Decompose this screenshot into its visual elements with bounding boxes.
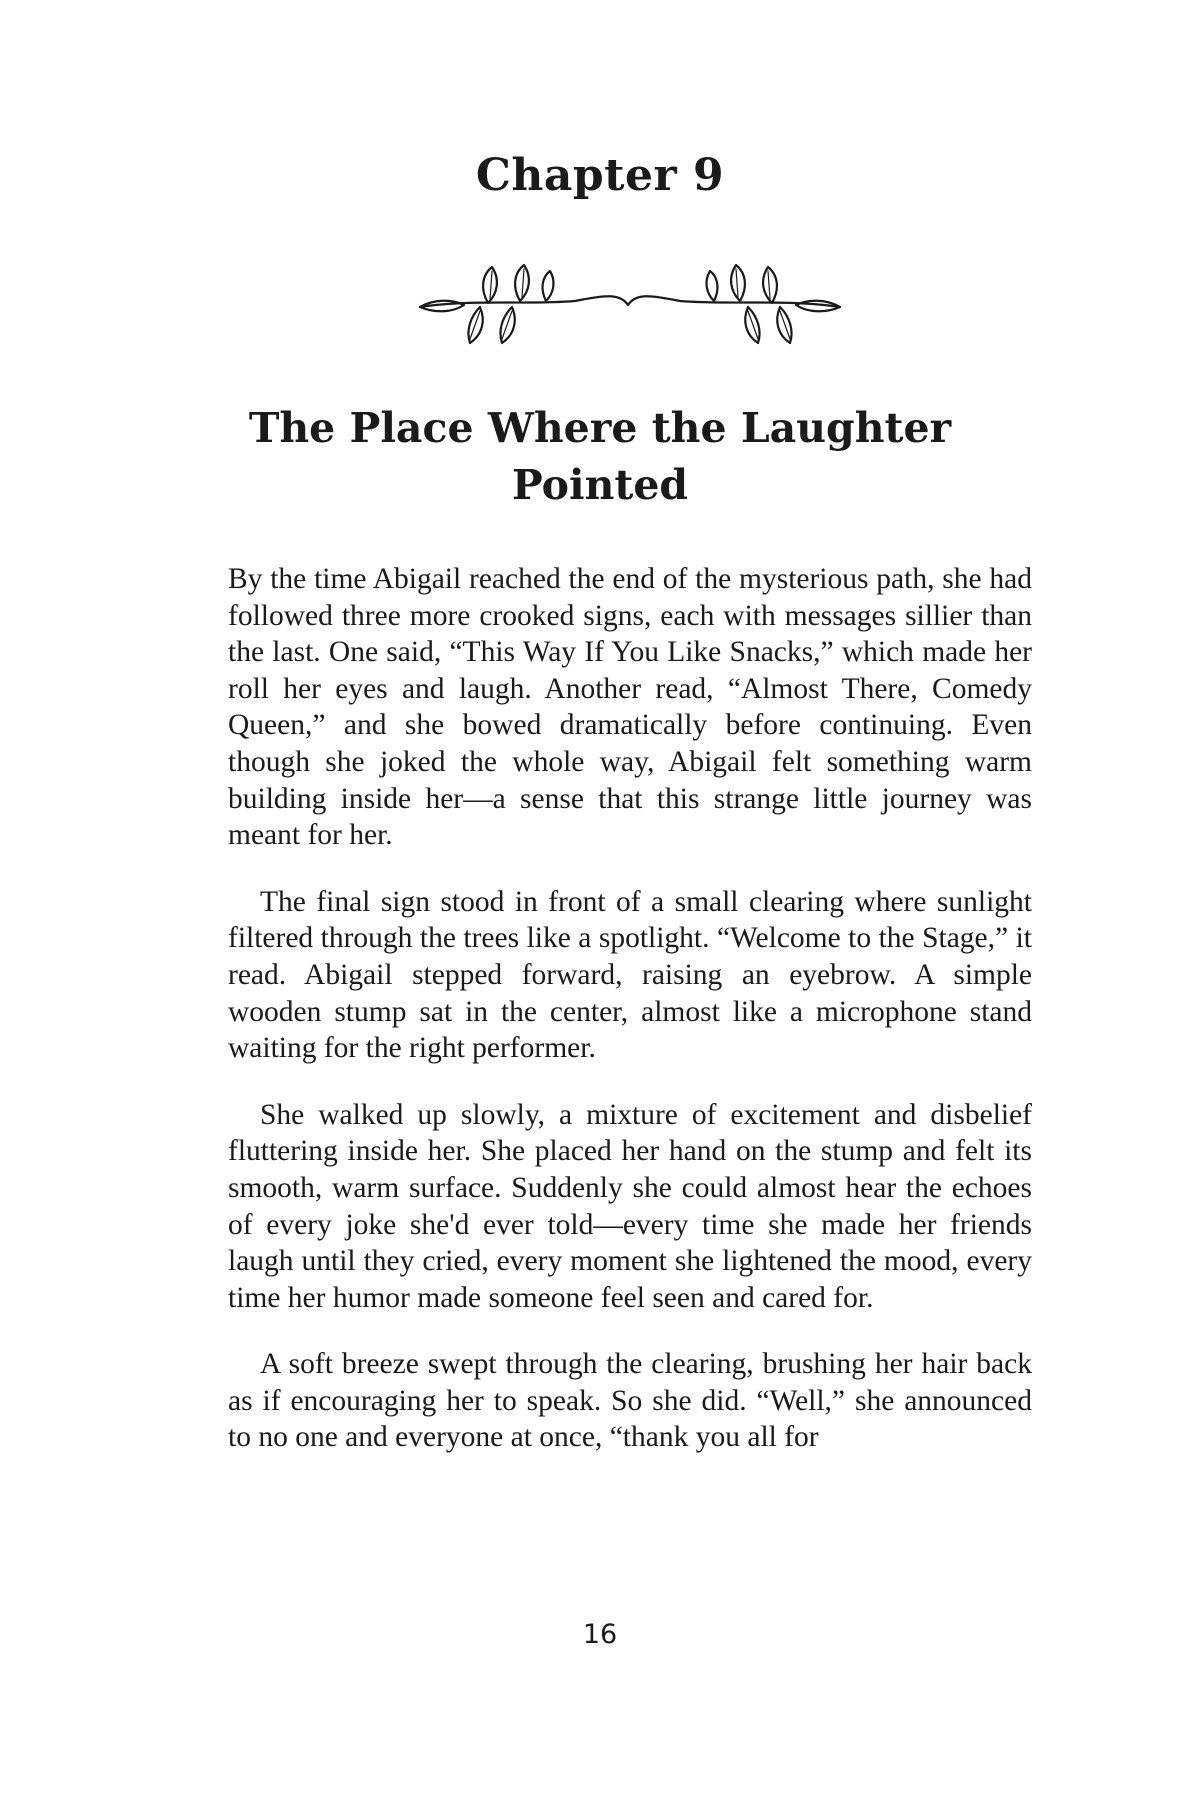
page-number: 16 xyxy=(582,1619,618,1650)
chapter-number: Chapter 9 xyxy=(475,150,725,201)
paragraph: By the time Abigail reached the end of the mysterious path, she had followed three more crooked signs, each with messages sillier than the last. One said, “This Way If You Like Snacks,” which made her roll her eyes and laugh. Another read, “Almost There, Comedy Queen,” and she bowed dramatically before continuing. Even though she joked the whole way, Abigail felt something warm building inside her—a sense that this strange little journey was meant for her. xyxy=(228,563,1032,852)
paragraph: The final sign stood in front of a small clearing where sunlight filtered through the trees like a spotlight. “Welcome to the Stage,” it read. Abigail stepped forward, raising an eyebrow. A simple wooden stump sat in the center, almost like a microphone stand waiting for the right performer. xyxy=(228,885,1032,1065)
paragraph: She walked up slowly, a mixture of excitement and disbelief fluttering inside her. She placed her hand on the stump and felt its smooth, warm surface. Suddenly she could almost hear the echoes of every joke she'd ever told—every time she made her friends laugh until they cried, every moment she lightened the mood, every time her humor made someone feel seen and cared for. xyxy=(228,1098,1032,1314)
chapter-title: The Place Where the Laughter Pointed xyxy=(248,404,952,509)
chapter-body xyxy=(228,561,1032,1486)
leafy-vine-divider-icon xyxy=(410,255,850,355)
paragraph: A soft breeze swept through the clearing, brushing her hair back as if encouraging her to speak. So she did. “Well,” she announced to no one and everyone at once, “thank you all for xyxy=(228,1348,1032,1454)
